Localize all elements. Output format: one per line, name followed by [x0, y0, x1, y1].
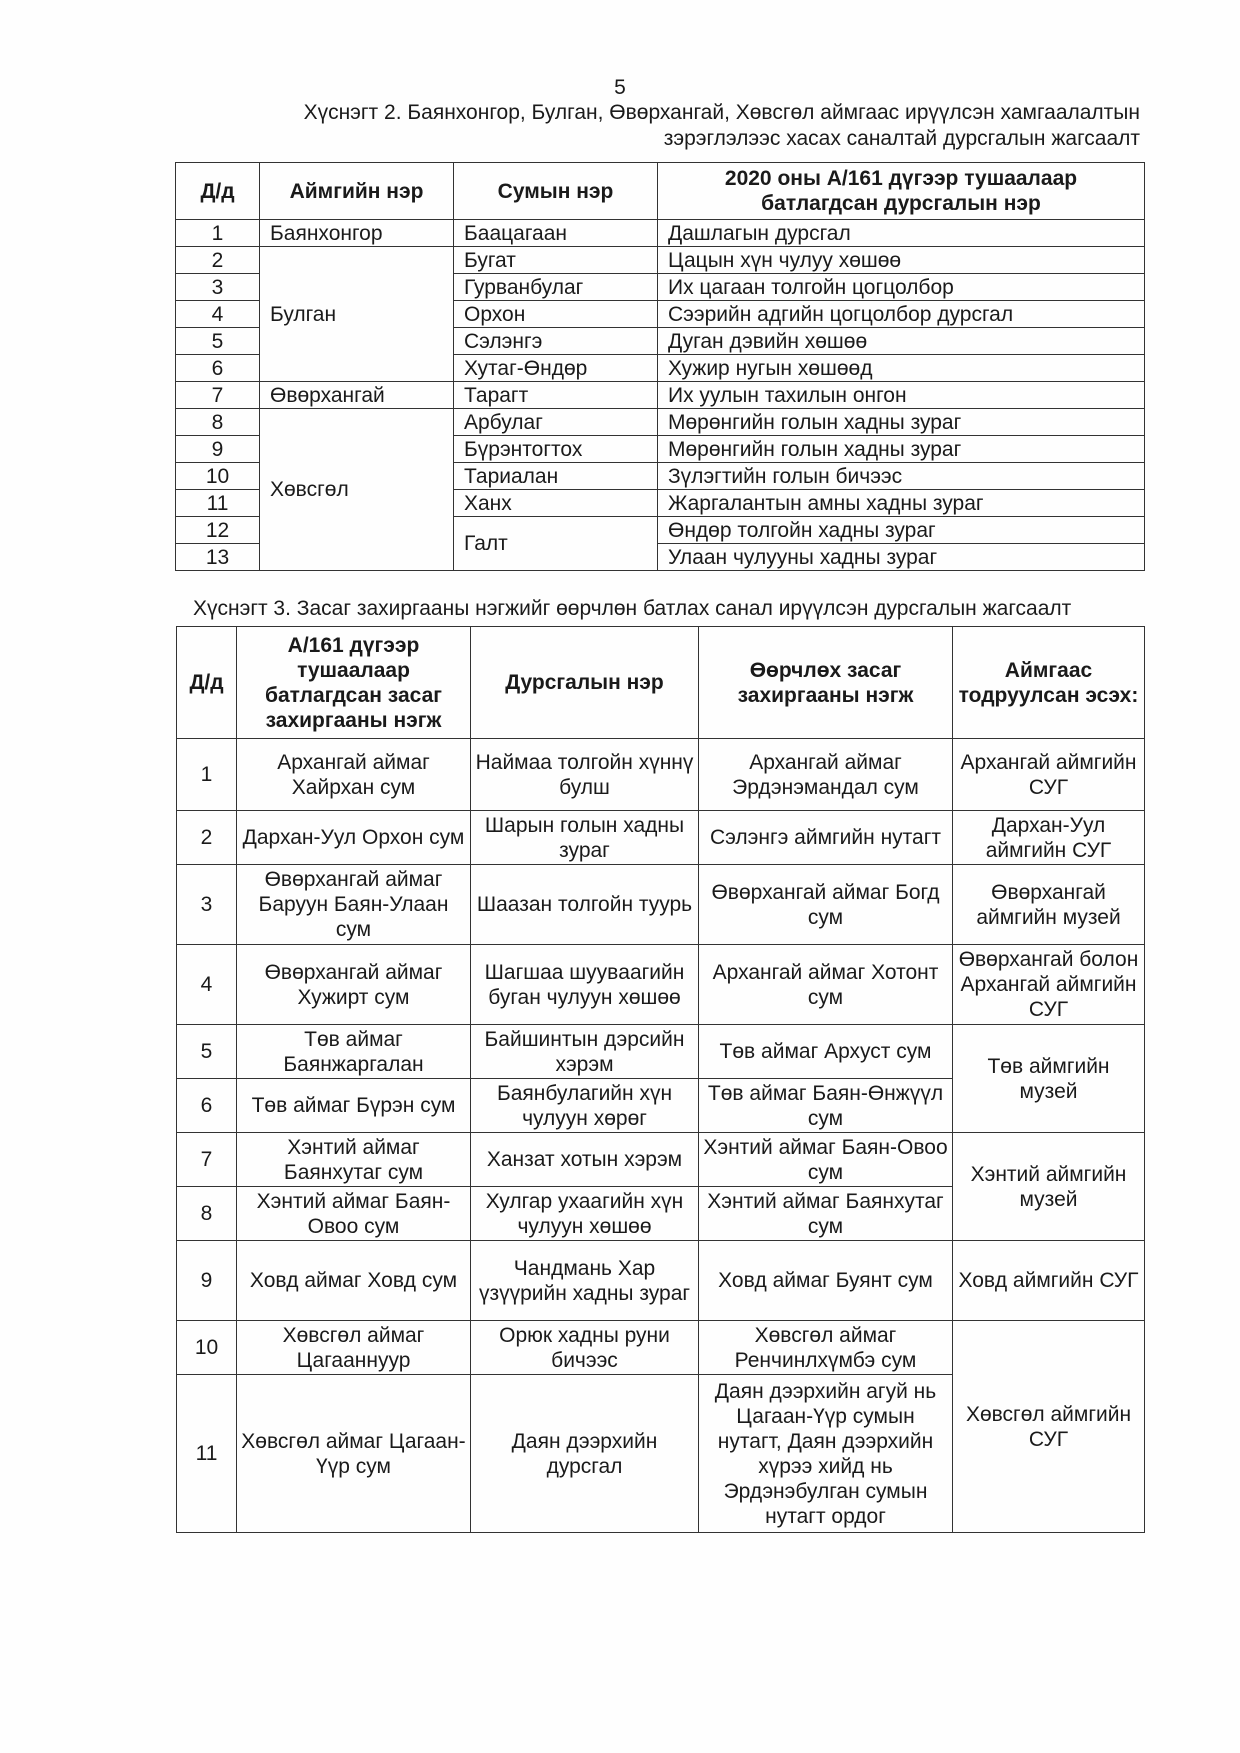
cell-monument: Даян дээрхийн дурсгал: [471, 1375, 699, 1533]
table-row: [177, 811, 1145, 865]
cell-sum: Бүрэнтогтох: [454, 436, 658, 463]
cell-new-unit: Ховд аймаг Буянт сум: [699, 1241, 953, 1321]
cell-no: 2: [177, 811, 237, 865]
cell-no: 9: [177, 1241, 237, 1321]
cell-sum: Тариалан: [454, 463, 658, 490]
cell-no: 1: [176, 220, 260, 247]
cell-new-unit: Хэнтий аймаг Баян-Овоо сум: [699, 1133, 953, 1187]
cell-new-unit: Төв аймаг Архуст сум: [699, 1025, 953, 1079]
cell-no: 6: [176, 355, 260, 382]
cell-unit: Дархан-Уул Орхон сум: [237, 811, 471, 865]
cell-monument: Наймаа толгойн хүннү булш: [471, 739, 699, 811]
cell-monument: Их цагаан толгойн цогцолбор: [658, 274, 1145, 301]
cell-monument: Мөрөнгийн голын хадны зураг: [658, 409, 1145, 436]
cell-new-unit: Архангай аймаг Хотонт сум: [699, 945, 953, 1025]
cell-monument: Жаргалантын амны хадны зураг: [658, 490, 1145, 517]
cell-monument: Шагшаа шуувaaгийн буган чулуун хөшөө: [471, 945, 699, 1025]
cell-monument: Ханзат хотын хэрэм: [471, 1133, 699, 1187]
cell-no: 3: [177, 865, 237, 945]
cell-monument: Хулгар ухаагийн хүн чулуун хөшөө: [471, 1187, 699, 1241]
cell-no: 8: [176, 409, 260, 436]
table-header-row: [177, 627, 1145, 739]
cell-no: 12: [176, 517, 260, 544]
cell-clarified: Дархан-Уул аймгийн СУГ: [953, 811, 1145, 865]
cell-new-unit: Архангай аймаг Эрдэнэмандал сум: [699, 739, 953, 811]
table2-caption-line2: зэрэглэлээс хасах саналтай дурсгалын жагсаалт: [663, 127, 1140, 150]
table-row: [177, 865, 1145, 945]
cell-aimag: Баянхонгор: [260, 220, 454, 247]
table3: [176, 626, 1145, 1533]
cell-unit: Төв аймаг Бүрэн сум: [237, 1079, 471, 1133]
table2: [175, 162, 1145, 571]
cell-no: 13: [176, 544, 260, 571]
cell-sum: Галт: [454, 517, 658, 571]
cell-new-unit: Хэнтий аймаг Баянхутаг сум: [699, 1187, 953, 1241]
cell-no: 4: [176, 301, 260, 328]
cell-unit: Архангай аймаг Хайрхан сум: [237, 739, 471, 811]
cell-clarified: Өвөрхангай болон Архангай аймгийн СУГ: [953, 945, 1145, 1025]
cell-unit: Хэнтий аймаг Баян-Овоо сум: [237, 1187, 471, 1241]
cell-clarified: Хэнтий аймгийн музей: [953, 1133, 1145, 1241]
cell-unit: Хэнтий аймаг Баянхутаг сум: [237, 1133, 471, 1187]
cell-sum: Баацагаан: [454, 220, 658, 247]
cell-sum: Ханх: [454, 490, 658, 517]
cell-no: 7: [177, 1133, 237, 1187]
cell-no: 7: [176, 382, 260, 409]
table-row: [177, 739, 1145, 811]
table-row: [177, 1321, 1145, 1375]
cell-clarified: Өвөрхангай аймгийн музей: [953, 865, 1145, 945]
col-header-clarified: Аймгаас тодруулсан эсэх:: [953, 627, 1145, 739]
cell-monument: Өндөр толгойн хадны зураг: [658, 517, 1145, 544]
cell-unit: Төв аймаг Баянжаргалан: [237, 1025, 471, 1079]
cell-sum: Бугат: [454, 247, 658, 274]
col-header-monument: Дурсгалын нэр: [471, 627, 699, 739]
page-number: 5: [614, 76, 626, 99]
cell-clarified: Архангай аймгийн СУГ: [953, 739, 1145, 811]
cell-monument: Хужир нугын хөшөөд: [658, 355, 1145, 382]
cell-monument: Зүлэгтийн голын бичээс: [658, 463, 1145, 490]
table-row: [176, 409, 1145, 436]
col-header-aimag: Аймгийн нэр: [260, 163, 454, 220]
cell-new-unit: Өвөрхангай аймаг Богд сум: [699, 865, 953, 945]
table-row: [176, 382, 1145, 409]
cell-sum: Сэлэнгэ: [454, 328, 658, 355]
cell-no: 3: [176, 274, 260, 301]
cell-aimag: Булган: [260, 247, 454, 382]
cell-sum: Хутаг-Өндөр: [454, 355, 658, 382]
cell-monument: Шарын голын хадны зураг: [471, 811, 699, 865]
cell-unit: Ховд аймаг Ховд сум: [237, 1241, 471, 1321]
cell-monument: Мөрөнгийн голын хадны зураг: [658, 436, 1145, 463]
cell-clarified: Төв аймгийн музей: [953, 1025, 1145, 1133]
cell-monument: Шаазан толгойн туурь: [471, 865, 699, 945]
cell-no: 8: [177, 1187, 237, 1241]
cell-monument: Дуган дэвийн хөшөө: [658, 328, 1145, 355]
cell-monument: Дашлагын дурсгал: [658, 220, 1145, 247]
cell-no: 9: [176, 436, 260, 463]
table-row: [177, 1133, 1145, 1187]
table2-caption: [180, 100, 1140, 152]
cell-monument: Орюк хадны руни бичээс: [471, 1321, 699, 1375]
cell-sum: Орхон: [454, 301, 658, 328]
table-row: [177, 1241, 1145, 1321]
cell-aimag: Хөвсгөл: [260, 409, 454, 571]
cell-no: 6: [177, 1079, 237, 1133]
cell-no: 4: [177, 945, 237, 1025]
cell-no: 10: [177, 1321, 237, 1375]
cell-monument: Улаан чулууны хадны зураг: [658, 544, 1145, 571]
table2-caption-line1: Хүснэгт 2. Баянхонгор, Булган, Өвөрхангай, Хөвсгөл аймгаас ирүүлсэн хамгаалалтын: [303, 101, 1140, 124]
table3-caption: Хүснэгт 3. Засаг захиргааны нэгжийг өөрчлөн батлах санал ирүүлсэн дурсгалын жагсаалт: [193, 597, 1072, 620]
table-row: [176, 247, 1145, 274]
col-header-sum: Сумын нэр: [454, 163, 658, 220]
cell-aimag: Өвөрхангай: [260, 382, 454, 409]
col-header-monument-line2: батлагдсан дурсгалын нэр: [761, 192, 1041, 215]
cell-monument: Цацын хүн чулуу хөшөө: [658, 247, 1145, 274]
cell-monument: Их уулын тахилын онгон: [658, 382, 1145, 409]
cell-monument: Баянбулагийн хүн чулуун хөрөг: [471, 1079, 699, 1133]
cell-monument: Чандмань Хар үзүүрийн хадны зураг: [471, 1241, 699, 1321]
cell-no: 1: [177, 739, 237, 811]
table-header-row: [176, 163, 1145, 220]
cell-unit: Хөвсгөл аймаг Цагаан-Үүр сум: [237, 1375, 471, 1533]
col-header-approved-unit: А/161 дүгээр тушаалаар батлагдсан засаг захиргааны нэгж: [237, 627, 471, 739]
cell-new-unit: Даян дээрхийн агуй нь Цагаан-Үүр сумын нутагт, Даян дээрхийн хүрээ хийд нь Эрдэнэбулган сумын нутагт ордог: [699, 1375, 953, 1533]
cell-sum: Арбулаг: [454, 409, 658, 436]
col-header-new-unit: Өөрчлөх засаг захиргааны нэгж: [699, 627, 953, 739]
table-row: [177, 945, 1145, 1025]
cell-no: 11: [176, 490, 260, 517]
cell-monument: Байшинтын дэрсийн хэрэм: [471, 1025, 699, 1079]
cell-unit: Өвөрхангай аймаг Баруун Баян-Улаан сум: [237, 865, 471, 945]
cell-sum: Гурванбулаг: [454, 274, 658, 301]
cell-new-unit: Хөвсгөл аймаг Ренчинлхүмбэ сум: [699, 1321, 953, 1375]
cell-no: 5: [177, 1025, 237, 1079]
cell-no: 11: [177, 1375, 237, 1533]
cell-new-unit: Сэлэнгэ аймгийн нутагт: [699, 811, 953, 865]
col-header-monument: [658, 163, 1145, 220]
cell-no: 2: [176, 247, 260, 274]
cell-no: 5: [176, 328, 260, 355]
col-header-no: Д/д: [176, 163, 260, 220]
cell-sum: Тарагт: [454, 382, 658, 409]
table-row: [177, 1025, 1145, 1079]
cell-unit: Өвөрхангай аймаг Хужирт сум: [237, 945, 471, 1025]
cell-unit: Хөвсгөл аймаг Цагааннуур: [237, 1321, 471, 1375]
col-header-monument-line1: 2020 оны А/161 дүгээр тушаалаар: [724, 167, 1078, 190]
cell-clarified: Ховд аймгийн СУГ: [953, 1241, 1145, 1321]
cell-clarified: Хөвсгөл аймгийн СУГ: [953, 1321, 1145, 1533]
cell-new-unit: Төв аймаг Баян-Өнжүүл сум: [699, 1079, 953, 1133]
cell-monument: Сээрийн адгийн цогцолбор дурсгал: [658, 301, 1145, 328]
cell-no: 10: [176, 463, 260, 490]
table-row: [176, 220, 1145, 247]
col-header-no: Д/д: [177, 627, 237, 739]
